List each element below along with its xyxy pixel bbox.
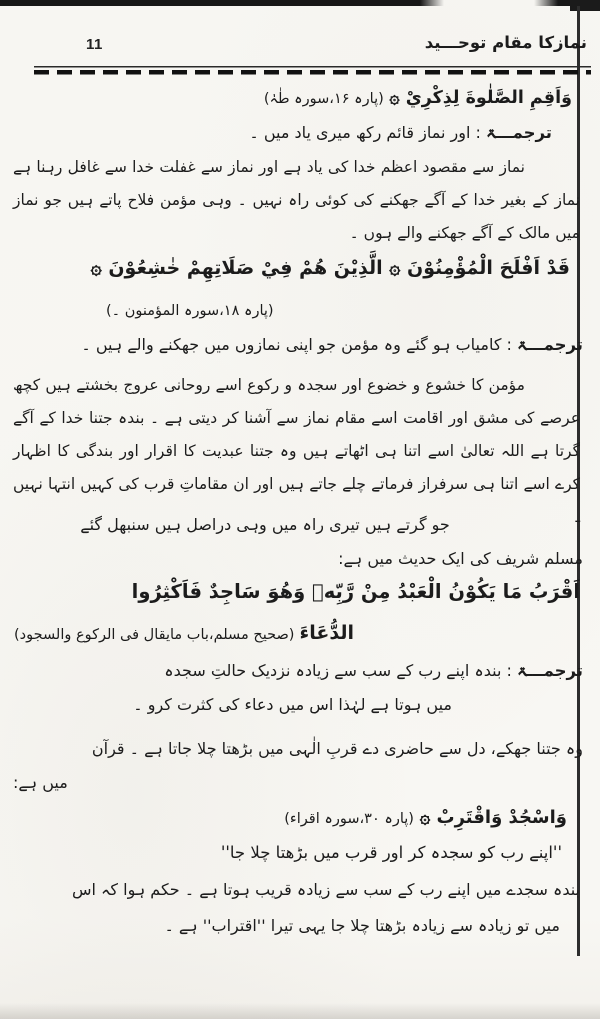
hadith-intro: مسلم شریف کی ایک حدیث میں ہے: <box>338 549 583 568</box>
closing-paragraph-line-2: میں تو زیادہ سے زیادہ بڑھتا چلا جا یہی تیرا ''اقتراب'' ہے ۔ <box>164 916 560 935</box>
quran-verse-3-arabic: وَاسْجُدْ وَاقْتَرِبْ ۞ <box>419 807 567 828</box>
commentary-paragraph-2: مؤمن کا خشوع و خضوع اور سجدہ و رکوع اسے روحانی عروج بخشتے ہیں کچھ عرصے کی مشق اور اقامت اسے مقام نماز سے آشنا کر دیتی ہے ۔ بندہ جتنا خدا کے آگے گرتا ہے اللہ تعالیٰ اسے اتنا ہی اٹھاتے ہیں وہ جتنا عبدیت کا اقرار اور بندگی کا اظہار کرے اسے اتنا ہی سرفراز فرماتے چلے جاتے ہیں اور ان مقاماتِ قرب کی کہیں انتہا نہیں ـ <box>13 376 580 526</box>
quran-verse-2-reference: (پارہ ۱۸،سورہ المؤمنون ۔) <box>106 303 274 319</box>
translation-2-label: ترجمـــۃ <box>517 335 583 354</box>
quran-verse-3-reference: (پارہ ۳۰،سورہ اقراء) <box>284 811 414 827</box>
verse-1-translation <box>249 123 552 142</box>
header-rule <box>34 66 591 75</box>
hadith-translation-line-2: میں ہوتا ہے لہٰذا اس میں دعاء کی کثرت کرو ۔ <box>133 695 452 714</box>
hadith-arabic-last-word: الدُّعَاءَ <box>299 622 354 644</box>
translation-3-label: ترجمـــۃ <box>517 661 583 680</box>
quran-verse-3 <box>284 807 567 828</box>
translation-1-text: : اور نماز قائم رکھ میری یاد میں ۔ <box>249 123 481 142</box>
hadith-reference: (صحیح مسلم،باب مایقال فی الرکوع والسجود) <box>14 627 295 643</box>
commentary-paragraph-1: نماز سے مقصود اعظم خدا کی یاد ہے اور نماز سے غفلت خدا سے غافل رہنا ہے نماز کے بغیر خدا کے آگے جھکنے کی کوئی راہ نہیں ۔ وہی مؤمن فلاح پاتے ہیں جو نماز میں مالک کے آگے جھکنے والے ہوں ۔ <box>13 158 580 242</box>
page-number: 11 <box>86 36 103 53</box>
closing-paragraph-line-1: بندہ سجدے میں اپنے رب کے سب سے زیادہ قریب ہوتا ہے ۔ حکم ہوا کہ اس <box>71 880 580 899</box>
hadith-arabic-line-1: اَقْرَبُ مَا يَكُوْنُ الْعَبْدُ مِنْ رَّبِّهٖ وَهُوَ سَاجِدٌ فَاَكْثِرُوا <box>131 580 580 603</box>
scan-top-edge <box>0 0 600 6</box>
hadith-translation-line-1 <box>164 661 583 680</box>
commentary-paragraph-3-line-1: وہ جتنا جھکے، دل سے حاضری دے قربِ الٰہی میں بڑھتا چلا جاتا ہے ۔ قرآن <box>91 739 583 758</box>
quran-verse-1-arabic: وَاَقِمِ الصَّلٰوةَ لِذِكْرِيْ ۞ <box>389 88 572 108</box>
quran-verse-1 <box>264 88 572 108</box>
quran-verse-2-arabic: قَدْ اَفْلَحَ الْمُؤْمِنُوْنَ ۞ الَّذِيْنَ هُمْ فِيْ صَلَاتِهِمْ خٰشِعُوْنَ ۞ <box>90 257 570 279</box>
translation-2-text: : کامیاب ہو گئے وہ مؤمن جو اپنی نمازوں میں جھکنے والے ہیں ۔ <box>81 335 512 354</box>
scan-bottom-shadow <box>0 1003 600 1019</box>
verse-3-translation: ''اپنے رب کو سجدہ کر اور قرب میں بڑھتا چلا جا'' <box>220 843 562 862</box>
translation-1-label: ترجمـــۃ <box>486 123 552 142</box>
scan-top-right-corner <box>570 0 600 11</box>
verse-2-translation <box>81 335 583 354</box>
commentary-paragraph-3-line-2: میں ہے: <box>13 773 68 792</box>
poetry-couplet: جو گرتے ہیں تیری راہ میں وہی دراصل ہیں سنبھل گئے <box>80 515 450 534</box>
translation-3-text-1: : بندہ اپنے رب کے سب سے زیادہ نزدیک حالتِ سجدہ <box>164 661 512 680</box>
chapter-title: نمازکا مقام توحـــید <box>424 33 587 52</box>
hadith-arabic-line-2 <box>14 622 354 644</box>
quran-verse-1-reference: (پارہ ۱۶،سورہ طٰہٰ) <box>263 91 384 107</box>
